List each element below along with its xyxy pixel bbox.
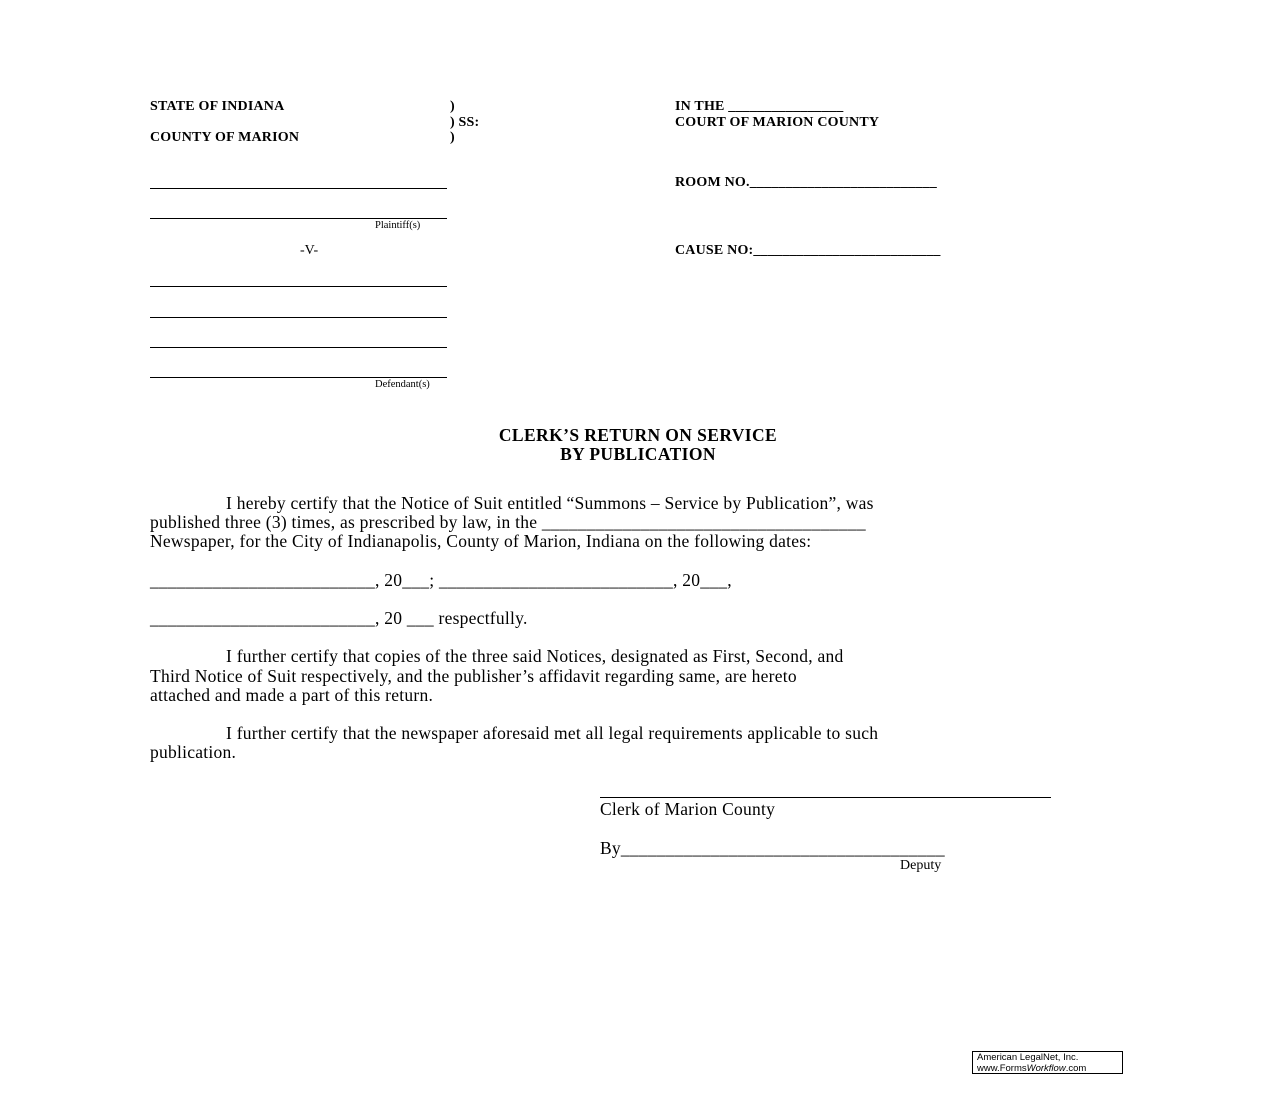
defendant-line-3 bbox=[150, 347, 447, 348]
publication-dates-line-1: _________________________, 20___; __________________________, 20___, bbox=[150, 570, 732, 590]
court-name: COURT OF MARION COUNTY bbox=[675, 115, 880, 130]
clerk-signature-line bbox=[600, 797, 1051, 798]
publisher-url: www.FormsWorkflow.com bbox=[977, 1062, 1087, 1074]
versus-label: -V- bbox=[300, 243, 319, 258]
plaintiff-line-1 bbox=[150, 188, 447, 189]
plaintiff-line-2 bbox=[150, 218, 447, 219]
certify-paragraph-3-line-2: publication. bbox=[150, 742, 237, 762]
document-title-line-1: CLERK’S RETURN ON SERVICE bbox=[498, 425, 778, 445]
deputy-label: Deputy bbox=[900, 858, 942, 873]
defendant-line-1 bbox=[150, 286, 447, 287]
caption-paren-3: ) bbox=[450, 130, 455, 145]
defendant-line-2 bbox=[150, 317, 447, 318]
publisher-name: American LegalNet, Inc. bbox=[977, 1052, 1079, 1063]
state-label: STATE OF INDIANA bbox=[150, 99, 285, 114]
court-in-the: IN THE ________________ bbox=[675, 99, 844, 114]
publisher-footer-stamp bbox=[972, 1051, 1123, 1074]
certify-paragraph-1-line-3: Newspaper, for the City of Indianapolis, County of Marion, Indiana on the following dates: bbox=[150, 531, 812, 551]
certify-paragraph-1-line-2: published three (3) times, as prescribed by law, in the ____________________________________ bbox=[150, 512, 866, 532]
clerk-label: Clerk of Marion County bbox=[600, 799, 776, 819]
certify-paragraph-2-line-3: attached and made a part of this return. bbox=[150, 685, 434, 705]
document-title-line-2: BY PUBLICATION bbox=[560, 444, 716, 464]
certify-paragraph-1-line-1: I hereby certify that the Notice of Suit entitled “Summons – Service by Publication”, was bbox=[226, 493, 874, 513]
room-number: ROOM NO.__________________________ bbox=[675, 175, 937, 190]
defendants-label: Defendant(s) bbox=[375, 379, 430, 390]
certify-paragraph-3-line-1: I further certify that the newspaper aforesaid met all legal requirements applicable to such bbox=[226, 723, 879, 743]
publication-dates-line-2: _________________________, 20 ___ respectfully. bbox=[150, 608, 528, 628]
county-label: COUNTY OF MARION bbox=[150, 130, 300, 145]
defendant-line-4 bbox=[150, 377, 447, 378]
deputy-signature-line: By____________________________________ bbox=[600, 838, 945, 858]
caption-paren-1: ) bbox=[450, 99, 455, 114]
plaintiffs-label: Plaintiff(s) bbox=[375, 220, 421, 231]
certify-paragraph-2-line-1: I further certify that copies of the three said Notices, designated as First, Second, and bbox=[226, 646, 844, 666]
cause-number: CAUSE NO:__________________________ bbox=[675, 243, 941, 258]
certify-paragraph-2-line-2: Third Notice of Suit respectively, and the publisher’s affidavit regarding same, are hereto bbox=[150, 666, 797, 686]
caption-paren-ss: ) SS: bbox=[450, 115, 480, 130]
